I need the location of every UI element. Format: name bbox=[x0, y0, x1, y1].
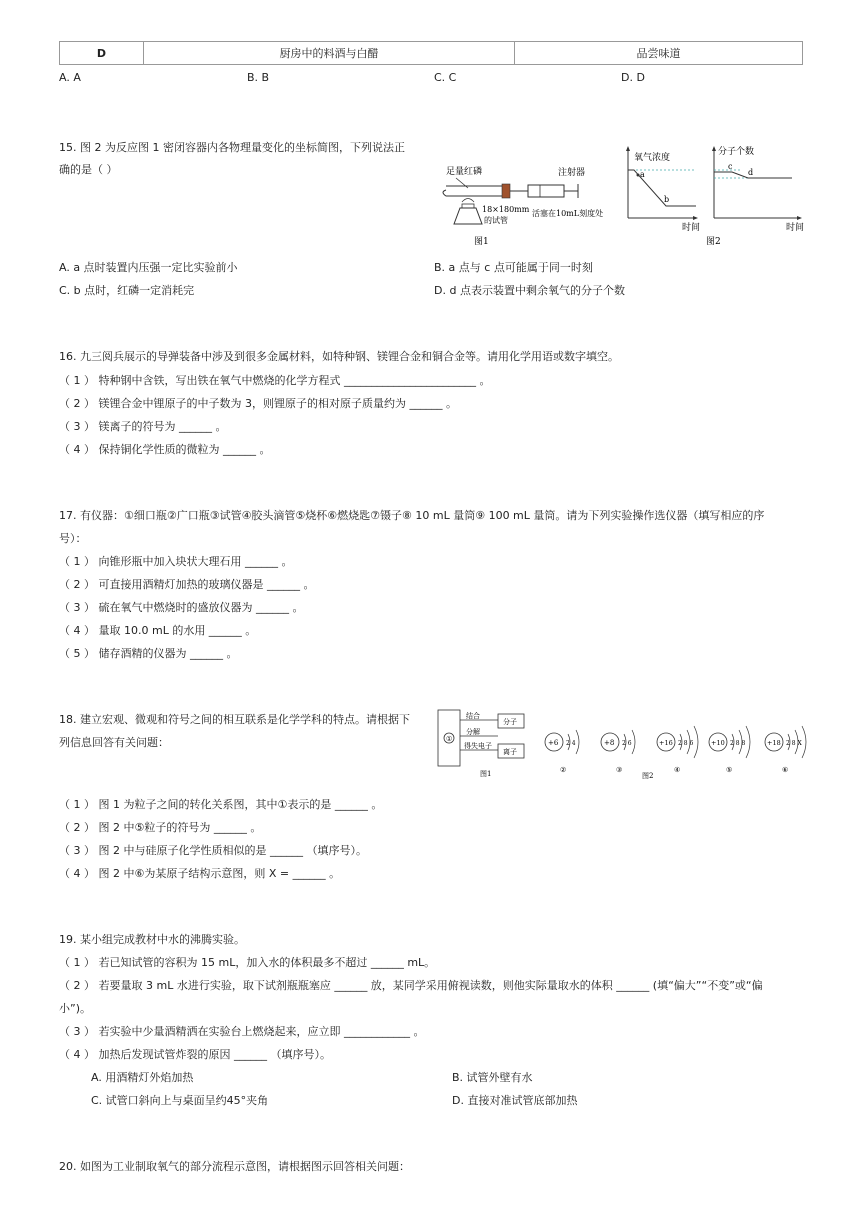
fig2a-ylabel: 氧气浓度 bbox=[634, 153, 671, 163]
fig1-ion: 离子 bbox=[503, 748, 517, 756]
svg-text:⑤: ⑤ bbox=[726, 766, 733, 774]
fig2-caption: 图2 bbox=[706, 237, 721, 247]
fig1-syringe-label: 注射器 bbox=[558, 168, 586, 178]
fig2-caption: 图2 bbox=[642, 772, 654, 780]
fig2a-xlabel: 时间 bbox=[682, 223, 701, 233]
q19-item-2-cont: 小”)。 bbox=[59, 1002, 91, 1015]
svg-text:④: ④ bbox=[674, 766, 681, 774]
q18-item-2: （ 2 ） 图 2 中⑤粒子的符号为 ______ 。 bbox=[59, 821, 262, 834]
svg-text:2 8 X: 2 8 X bbox=[786, 740, 802, 747]
q15-stem-line2: 确的是（ ） bbox=[59, 163, 118, 176]
fig2b-ylabel: 分子个数 bbox=[718, 147, 755, 157]
q16-item-1: （ 1 ） 特种钢中含铁，写出铁在氧气中燃烧的化学方程式 ________________________ 。 bbox=[59, 374, 491, 387]
q16-item-4: （ 4 ） 保持铜化学性质的微粒为 ______ 。 bbox=[59, 443, 271, 456]
point-c: c bbox=[728, 162, 733, 171]
table-cell-method: 品尝味道 bbox=[515, 42, 803, 65]
q17-item-2: （ 2 ） 可直接用酒精灯加热的玻璃仪器是 ______ 。 bbox=[59, 578, 315, 591]
q19-item-4: （ 4 ） 加热后发现试管炸裂的原因 ______ （填序号）。 bbox=[59, 1048, 331, 1061]
q15-option-d[interactable]: D. d 点表示装置中剩余氧气的分子个数 bbox=[434, 284, 625, 297]
q14-option-b[interactable]: B. B bbox=[247, 71, 270, 84]
fig1-phosphorus-label: 足量红磷 bbox=[446, 167, 483, 177]
fig1-combine: 结合 bbox=[466, 712, 480, 720]
q15-option-a[interactable]: A. a 点时装置内压强一定比实验前小 bbox=[59, 261, 238, 274]
atom-diagram-4 bbox=[657, 726, 698, 774]
q14-option-d[interactable]: D. D bbox=[621, 71, 645, 84]
q16-stem: 16. 九三阅兵展示的导弹装备中涉及到很多金属材料，如特种钢、镁锂合金和铜合金等。请用化学用语或数字填空。 bbox=[59, 350, 619, 363]
atom-diagram-6 bbox=[765, 726, 806, 774]
q17-stem-line1: 17. 有仪器：①细口瓶②广口瓶③试管④胶头滴管⑤烧杯⑥燃烧匙⑦镊子⑧ 10 mL 量筒⑨ 100 mL 量筒。请为下列实验操作选仪器（填写相应的序 bbox=[59, 509, 765, 522]
table-cell-letter: D bbox=[60, 42, 144, 65]
svg-text:+10: +10 bbox=[711, 739, 725, 747]
q15-stem-line1: 15. 图 2 为反应图 1 密闭容器内各物理量变化的坐标简图，下列说法正 bbox=[59, 141, 405, 154]
svg-text:②: ② bbox=[560, 766, 567, 774]
q17-item-5: （ 5 ） 储存酒精的仪器为 ______ 。 bbox=[59, 647, 238, 660]
table-row bbox=[60, 42, 803, 65]
svg-text:2 8 6: 2 8 6 bbox=[678, 740, 694, 747]
q17-item-1: （ 1 ） 向锥形瓶中加入块状大理石用 ______ 。 bbox=[59, 555, 293, 568]
q19-item-3: （ 3 ） 若实验中少量酒精洒在实验台上燃烧起来，应立即 ____________ 。 bbox=[59, 1025, 425, 1038]
svg-text:⑥: ⑥ bbox=[782, 766, 789, 774]
q18-figure1 bbox=[436, 706, 528, 782]
q17-stem-line2: 号）： bbox=[59, 532, 87, 545]
svg-text:③: ③ bbox=[616, 766, 623, 774]
table-cell-substance: 厨房中的料酒与白醋 bbox=[144, 42, 515, 65]
svg-text:2 6: 2 6 bbox=[622, 740, 632, 747]
stopper bbox=[502, 184, 510, 198]
q14-option-a[interactable]: A. A bbox=[59, 71, 81, 84]
point-d: d bbox=[748, 168, 754, 177]
point-b: b bbox=[664, 195, 670, 204]
svg-text:+6: +6 bbox=[548, 739, 559, 747]
svg-text:+8: +8 bbox=[604, 739, 615, 747]
q15-figure1 bbox=[432, 140, 632, 248]
q18-item-4: （ 4 ） 图 2 中⑥为某原子结构示意图，则 X = ______ 。 bbox=[59, 867, 341, 880]
fig1-caption: 图1 bbox=[480, 770, 492, 778]
q14-option-c[interactable]: C. C bbox=[434, 71, 457, 84]
svg-text:2 8 8: 2 8 8 bbox=[730, 740, 746, 747]
q15-option-b[interactable]: B. a 点与 c 点可能属于同一时刻 bbox=[434, 261, 593, 274]
q18-item-1: （ 1 ） 图 1 为粒子之间的转化关系图，其中①表示的是 ______ 。 bbox=[59, 798, 383, 811]
q16-item-3: （ 3 ） 镁离子的符号为 ______ 。 bbox=[59, 420, 227, 433]
q19-option-a[interactable]: A. 用酒精灯外焰加热 bbox=[91, 1071, 194, 1084]
q19-option-b[interactable]: B. 试管外壁有水 bbox=[452, 1071, 533, 1084]
fig1-tube-label2: 的试管 bbox=[484, 216, 508, 225]
fig2b-xlabel: 时间 bbox=[786, 223, 805, 233]
atom-diagram-2 bbox=[545, 730, 579, 774]
fig1-lose-e: 得失电子 bbox=[464, 742, 492, 750]
test-tube bbox=[443, 186, 504, 196]
fig1-molecule: 分子 bbox=[503, 718, 517, 726]
flame bbox=[462, 199, 474, 203]
q19-stem: 19. 某小组完成教材中水的沸腾实验。 bbox=[59, 933, 245, 946]
fig1-circle-label: ① bbox=[446, 735, 453, 743]
q18-figure2 bbox=[538, 708, 818, 780]
svg-text:2 4: 2 4 bbox=[566, 740, 576, 747]
q15-figure2 bbox=[620, 140, 810, 248]
svg-text:+18: +18 bbox=[767, 739, 781, 747]
svg-text:+16: +16 bbox=[659, 739, 673, 747]
fig1-tube-label: 18×180mm bbox=[482, 205, 530, 214]
fig1-split: 分解 bbox=[466, 728, 480, 736]
q15-option-c[interactable]: C. b 点时，红磷一定消耗完 bbox=[59, 284, 195, 297]
point-a: a bbox=[640, 170, 645, 179]
q19-item-2: （ 2 ） 若要量取 3 mL 水进行实验，取下试剂瓶瓶塞应 ______ 放，某同学采用俯视读数，则他实际量取水的体积 ______ (填“偏大”“不变”或“偏 bbox=[59, 979, 763, 992]
answer-table bbox=[59, 41, 803, 65]
q19-item-1: （ 1 ） 若已知试管的容积为 15 mL，加入水的体积最多不超过 ______ mL。 bbox=[59, 956, 436, 969]
q17-item-4: （ 4 ） 量取 10.0 mL 的水用 ______ 。 bbox=[59, 624, 257, 637]
atom-diagram-3 bbox=[601, 730, 635, 774]
q18-item-3: （ 3 ） 图 2 中与硅原子化学性质相似的是 ______ （填序号）。 bbox=[59, 844, 367, 857]
fig1-caption: 图1 bbox=[474, 237, 489, 247]
atom-diagram-5 bbox=[709, 726, 750, 774]
q19-option-d[interactable]: D. 直接对准试管底部加热 bbox=[452, 1094, 578, 1107]
syringe bbox=[528, 185, 564, 197]
fig1-piston-label: 活塞在10mL刻度处 bbox=[532, 209, 604, 218]
q18-stem-line2: 列信息回答有关问题： bbox=[59, 736, 169, 749]
q19-option-c[interactable]: C. 试管口斜向上与桌面呈约45°夹角 bbox=[91, 1094, 269, 1107]
q17-item-3: （ 3 ） 硫在氧气中燃烧时的盛放仪器为 ______ 。 bbox=[59, 601, 304, 614]
alcohol-lamp bbox=[454, 208, 482, 224]
q18-stem-line1: 18. 建立宏观、微观和符号之间的相互联系是化学学科的特点。请根据下 bbox=[59, 713, 410, 726]
q20-stem: 20. 如图为工业制取氧气的部分流程示意图，请根据图示回答相关问题： bbox=[59, 1160, 410, 1173]
q16-item-2: （ 2 ） 镁锂合金中锂原子的中子数为 3，则锂原子的相对原子质量约为 ______ 。 bbox=[59, 397, 457, 410]
